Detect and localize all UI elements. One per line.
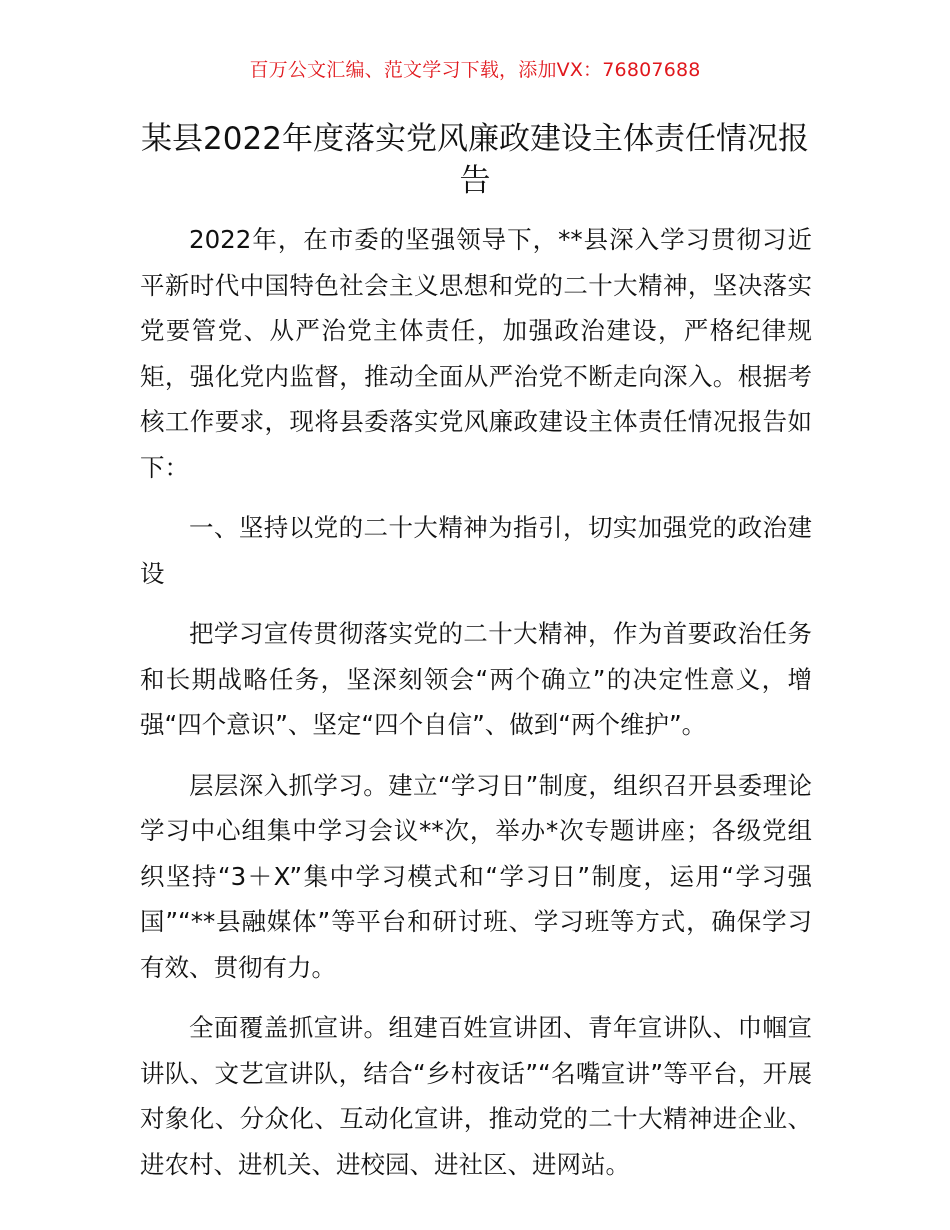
header-promo-note: 百万公文汇编、范文学习下载，添加VX：76807688 [249,59,701,81]
paragraph-section-1-summary: 把学习宣传贯彻落实党的二十大精神，作为首要政治任务和长期战略任务，坚深刻领会“两个确立”的决定性意义，增强“四个意识”、坚定“四个自信”、做到“两个维护”。 [140,619,812,739]
section-heading-1: 一、坚持以党的二十大精神为指引，切实加强党的政治建设 [140,513,812,588]
document-body [140,217,812,1202]
paragraph-study: 层层深入抓学习。建立“学习日”制度，组织召开县委理论学习中心组集中学习会议**次，举办*次专题讲座；各级党组织坚持“3＋X”集中学习模式和“学习日”制度，运用“学习强国”“**县融媒体”等平台和研讨班、学习班等方式，确保学习有效、贯彻有力。 [140,770,812,982]
paragraph-propaganda: 全面覆盖抓宣讲。组建百姓宣讲团、青年宣讲队、巾帼宣讲队、文艺宣讲队，结合“乡村夜话”“名嘴宣讲”等平台，开展对象化、分众化、互动化宣讲，推动党的二十大精神进企业、进农村、进机关、进校园、进社区、进网站。 [140,1013,812,1179]
document-title: 某县2022年度落实党风廉政建设主体责任情况报告 [141,121,809,199]
paragraph-intro: 2022年，在市委的坚强领导下，**县深入学习贯彻习近平新时代中国特色社会主义思想和党的二十大精神，坚决落实党要管党、从严治党主体责任，加强政治建设，严格纪律规矩，强化党内监督，推动全面从严治党不断走向深入。根据考核工作要求，现将县委落实党风廉政建设主体责任情况报告如下： [140,225,812,482]
